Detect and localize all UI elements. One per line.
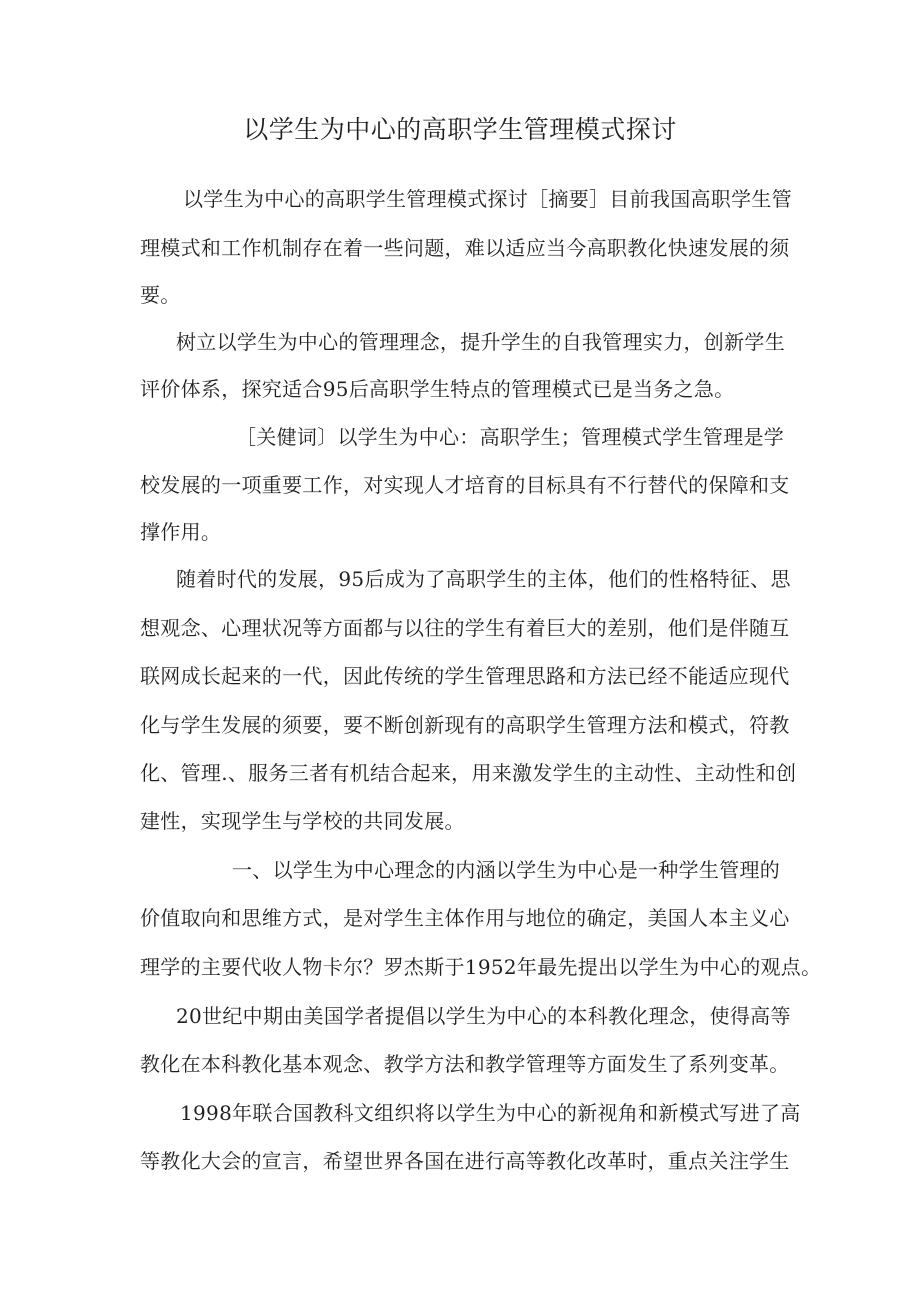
paragraph-line: ［关健词〕以学生为中心：高职学生；管理模式学生管理是学 — [236, 425, 785, 449]
document-title: 以学生为中心的高职学生管理模式探讨 — [243, 115, 677, 144]
paragraph-line: 理模式和工作机制存在着一些问题，难以适应当今高职教化快速发展的须 — [140, 236, 790, 260]
paragraph-line: 树立以学生为中心的管理理念，提升学生的自我管理实力，创新学生 — [176, 330, 785, 354]
paragraph-line: 建性，实现学生与学校的共同发展。 — [140, 809, 465, 833]
paragraph-line: 20世纪中期由美国学者提倡以学生为中心的本科教化理念，使得高等 — [176, 1004, 791, 1028]
paragraph-line: 一、以学生为中心理念的内涵以学生为中心是一种学生管理的 — [232, 858, 781, 882]
paragraph-line: 评价体系，探究适合95后高职学生特点的管理模式已是当务之急。 — [140, 377, 735, 401]
paragraph-line: 1998年联合国教科文组织将以学生为中心的新视角和新模式写进了高 — [180, 1101, 801, 1125]
paragraph-line: 价值取向和思维方式，是对学生主体作用与地位的确定，美国人本主义心 — [140, 906, 790, 930]
paragraph-line: 化与学生发展的须要，要不断创新现有的高职学生管理方法和模式，符教 — [140, 713, 790, 737]
paragraph-line: 以学生为中心的高职学生管理模式探讨［摘要］目前我国高职学生管 — [183, 187, 792, 211]
paragraph-line: 理学的主要代收人物卡尔？罗杰斯于1952年最先提出以学生为中心的观点。 — [140, 955, 822, 979]
paragraph-line: 随着时代的发展，95后成为了高职学生的主体，他们的性格特征、思 — [176, 567, 791, 591]
paragraph-line: 校发展的一项重要工作，对实现人才培育的目标具有不行替代的保障和支 — [140, 473, 790, 497]
paragraph-line: 想观念、心理状况等方面都与以往的学生有着巨大的差别，他们是伴随互 — [140, 616, 790, 640]
paragraph-line: 要。 — [140, 283, 181, 307]
paragraph-line: 等教化大会的宣言，希望世界各国在进行高等教化改革时，重点关注学生 — [140, 1149, 790, 1173]
paragraph-line: 教化在本科教化基本观念、教学方法和教学管理等方面发生了系列变革。 — [140, 1052, 790, 1076]
paragraph-line: 撑作用。 — [140, 520, 222, 544]
paragraph-line: 化、管理.、服务三者有机结合起来，用来激发学生的主动性、主动性和创 — [140, 761, 797, 785]
paragraph-line: 联网成长起来的一代，因此传统的学生管理思路和方法已经不能适应现代 — [140, 664, 790, 688]
